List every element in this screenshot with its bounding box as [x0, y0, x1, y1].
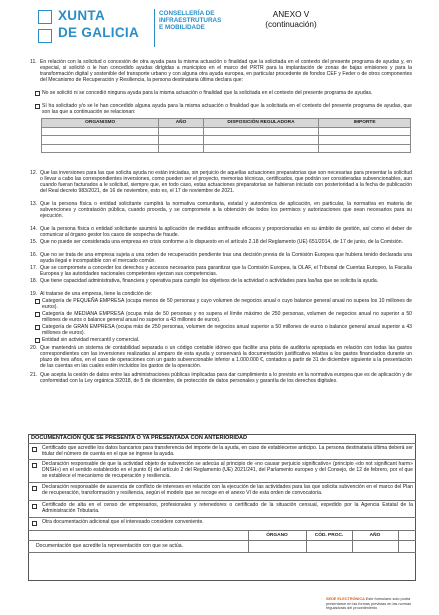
- footer-text: Este formulario solo podrá presentarse en las formas previstas en las normas reguladoras del procedimiento: [326, 597, 412, 611]
- col-importe: IMPORTE: [319, 119, 411, 128]
- cell-input[interactable]: [203, 127, 319, 136]
- yes-aid-checkbox[interactable]: [35, 104, 40, 109]
- doc-checkbox[interactable]: [32, 504, 37, 509]
- table-row: [42, 136, 411, 145]
- large-company-checkbox[interactable]: [35, 325, 40, 330]
- medium-company-checkbox[interactable]: [35, 312, 40, 317]
- cell-input[interactable]: [319, 127, 411, 136]
- item-number: 13.: [30, 201, 38, 207]
- medium-company-label: Categoría de MEDIANA EMPRESA (ocupa más de 50 personas y no supera el límite máximo de 250 personas, volumen de negocios anual no superior a 50 millones de euros o balance general anual no superior a 43 millones de euros).: [42, 311, 412, 324]
- doc-checkbox[interactable]: [32, 521, 37, 526]
- item-number: 16.: [30, 252, 38, 258]
- cell-input[interactable]: [42, 144, 159, 153]
- small-company-label: Categoría de PEQUEÑA EMPRESA (ocupa menos de 50 personas y cuyo volumen de negocios anual o cuyo balance general anual no supera los 10 millones de euros).: [42, 298, 412, 311]
- declaration-11: En relación con la solicitud o concesión de otra ayuda para la misma actuación o finalidad que la solicitada en el contexto del presente programa de ayudas y, en especial, si solicitó o le han concedido ayudas dirigidas a municipios en el marco del PRTR para la implantación de zonas de bajas emisiones y para la transformación digital y sostenible del transporte urbano y con alguna otra ayuda europea, en particular procedente de fondos CEF y Feder o de otros componentes del Mecanismo de Recuperación y Resiliencia, la persona destinataria última declara que:: [40, 59, 412, 84]
- yes-aid-label: Sí ha solicitado y/o se le han concedido alguna ayuda para la misma actuación o finalidad que la solicitada en el contexto del presente programa de ayudas, que son las que a continuación se relacionan:: [42, 103, 412, 116]
- footer-label: SEDE ELECTRÓNICA: [326, 597, 365, 601]
- cell-input[interactable]: [42, 127, 159, 136]
- item-number: 21.: [30, 372, 38, 378]
- doc-empty-area: [28, 552, 416, 581]
- doc-checkbox[interactable]: [32, 486, 37, 491]
- table-row: [42, 144, 411, 153]
- cell-input[interactable]: [319, 144, 411, 153]
- declaration-16: Que no se trata de una empresa sujeta a una orden de recuperación pendiente tras una decisión previa de la Comisión Europea que hubiera tenido declarada una ayuda ilegal e incompatible con el mercado común.: [40, 252, 412, 265]
- aid-table-header: [42, 119, 411, 128]
- declaration-21: Que acepta la cesión de datos entre las administraciones públicas implicadas para dar cumplimiento a lo previsto en la normativa europea que es de aplicación y de conformidad con la Ley orgánica 3/2018, de 5 de diciembre, de protección de datos personales y garantía de los derechos digitales.: [40, 372, 412, 385]
- declaration-15: Que no puede ser considerada una empresa en crisis conforme a lo dispuesto en el artículo 2.18 del Reglamento (UE) 651/2014, de 17 de junio, de la Comisión.: [40, 239, 404, 245]
- cell-input[interactable]: [159, 136, 203, 145]
- header-divider: [154, 9, 155, 47]
- doc-item: Declaración responsable de que la actividad objeto de subvención se adecúa al principio de «no causar perjuicio significativo» (principio «do not significant harm» DNSH») en el sentido establecido en el punto 6) del artículo 2 del Reglamento (UE) 2021/241, del Parlamento europeo y del Consejo, de 12 de febrero, por el que se establece el mecanismo de recuperación y resiliencia.: [28, 459, 416, 482]
- doc-checkbox[interactable]: [32, 447, 37, 452]
- logo-line-2: DE GALICIA: [58, 25, 140, 40]
- table-row: [42, 127, 411, 136]
- cell-input[interactable]: [159, 127, 203, 136]
- no-aid-checkbox[interactable]: [35, 91, 40, 96]
- doc-checkbox[interactable]: [32, 463, 37, 468]
- cell-input[interactable]: [42, 136, 159, 145]
- large-company-label: Categoría de GRAN EMPRESA (ocupa más de 250 personas, volumen de negocios anual superior a 50 millones de euros o balance general anual superior a 43 millones de euros).: [42, 324, 412, 337]
- doc-item: Certificado que acredite los datos bancarios para transferencia del importe de la ayuda, en caso de establecerse anticipo. La persona destinataria última deberá ser titular del número de cuenta en el que se ingrese la ayuda.: [28, 443, 416, 459]
- small-company-checkbox[interactable]: [35, 299, 40, 304]
- documentation-title: DOCUMENTACIÓN QUE SE PRESENTA O YA PRESENTADA CON ANTERIORIDAD: [31, 435, 248, 441]
- item-number: 14.: [30, 226, 38, 232]
- item-number: 17.: [30, 265, 38, 271]
- cell-input[interactable]: [159, 144, 203, 153]
- non-commercial-checkbox[interactable]: [35, 338, 40, 343]
- item-number: 19.: [30, 291, 38, 297]
- cell-input[interactable]: [319, 136, 411, 145]
- cell-input[interactable]: [203, 136, 319, 145]
- declaration-19: Al tratarse de una empresa, tiene la condición de:: [40, 291, 153, 297]
- xunta-logo-icon: [38, 10, 54, 48]
- annex-title: ANEXO V (continuación): [265, 10, 317, 29]
- declaration-14: Que la persona física o entidad solicitante asumirá la aplicación de medidas antifraude eficaces y proporcionadas en su ámbito de gestión, así como el deber de comunicar al órgano gestor los casos de sospecha de fraude.: [40, 226, 412, 239]
- doc-item: Declaración responsable de ausencia de conflicto de intereses en relación con la ejecución de las actividades para las que solicita subvención en el marco del Plan de recuperación, transformación y resiliencia, según el modelo que se recoge en el anexo VI de esta orden de convocatoria.: [28, 482, 416, 499]
- declaration-17: Que se compromete a conceder los derechos y accesos necesarios para garantizar que la Comisión Europea, la OLAF, el Tribunal de Cuentas Europeo, la Fiscalía Europea y las autoridades nacionales competentes ejerzan sus competencias.: [40, 265, 412, 278]
- item-number: 20.: [30, 345, 38, 351]
- item-number: 12.: [30, 170, 38, 176]
- declaration-12: Que las inversiones para las que solicita ayuda no están iniciadas, sin perjuicio de aquellas actuaciones preparatorias que son necesarias para presentar la solicitud o llevar a cabo las correspondientes inversiones, como pueden ser el proyecto, memorias técnicas, certificados, que podrán ser consideradas subvencionables, aun cuando fueran facturados a le solicitud, siempre que, en todo caso, estas actuaciones preparatorias se hubieran iniciado con posterioridad a la fecha de publicación del Real decreto 983/2021, de 16 de noviembre, esto es, el 17 de noviembre de 2021.: [40, 170, 412, 195]
- col-disposicion: DISPOSICIÓN REGULADORA: [203, 119, 319, 128]
- cell-input[interactable]: [203, 144, 319, 153]
- document-header: [38, 7, 418, 49]
- col-ano-doc: AÑO: [369, 533, 381, 538]
- no-aid-label: No se solicitó ni se concedió ninguna ayuda para la misma actuación o finalidad que la solicitada en el contexto del presente programa de ayudas.: [42, 90, 373, 96]
- col-cod-proc: CÓD. PROC.: [314, 533, 344, 538]
- col-ano: AÑO: [159, 119, 203, 128]
- item-number: 15.: [30, 239, 38, 245]
- item-number: 11.: [30, 59, 37, 65]
- declaration-18: Que tiene capacidad administrativa, financiera y operativa para cumplir los objetivos de la actividad o actividades para las/las que se solicita la ayuda.: [40, 278, 379, 284]
- doc-item: Certificado de alta en el censo de empresarios, profesionales y retenedores o certificado de la situación censual, expedido por la Agencia Estatal de la Administración Tributaria.: [28, 500, 416, 517]
- aid-table: [41, 118, 411, 153]
- col-organismo: ORGANISMO: [42, 119, 159, 128]
- item-number: 18.: [30, 278, 38, 284]
- declaration-20: Que mantendrá un sistema de contabilidad separada o un código contable idóneo que facilite una pista de auditoría apropiada en relación con todas las gastos correspondientes con las inversiones realizadas al amparo de esta ayuda y conservará la documentación justificativa relativa a los gastos financiados durante un plazo de tres años, en el caso de operaciones con un gasto subvencionable inferior a 1.000.000 €, contados a partir de 31 de diciembre siguiente a la presentación de las cuentas en las cuales estén incluidos los gastos de la operación.: [40, 345, 412, 370]
- ministry-name: CONSELLERÍA DE INFRAESTRUTURAS E MOBILIDADE: [159, 10, 222, 31]
- doc-item: Otra documentación adicional que el interesado considere conveniente.: [28, 517, 416, 530]
- declaration-13: Que la persona física o entidad solicitante cumplirá la normativa comunitaria, estatal y autonómica de aplicación, en particular, la normativa en materia de subvenciones y contratación pública, cuando proceda, y se compromete a la obtención de todos los permisos y autorizaciones que sean necesarios para su ejecución.: [40, 201, 412, 220]
- non-commercial-label: Entidad sin actividad mercantil y comercial.: [42, 337, 140, 343]
- doc-item: Documentación que acredite la representación con que se actúa.: [28, 540, 416, 552]
- logo-line-1: XUNTA: [58, 8, 105, 23]
- col-organo: ÓRGANO: [266, 533, 288, 538]
- footer-note: [326, 597, 430, 611]
